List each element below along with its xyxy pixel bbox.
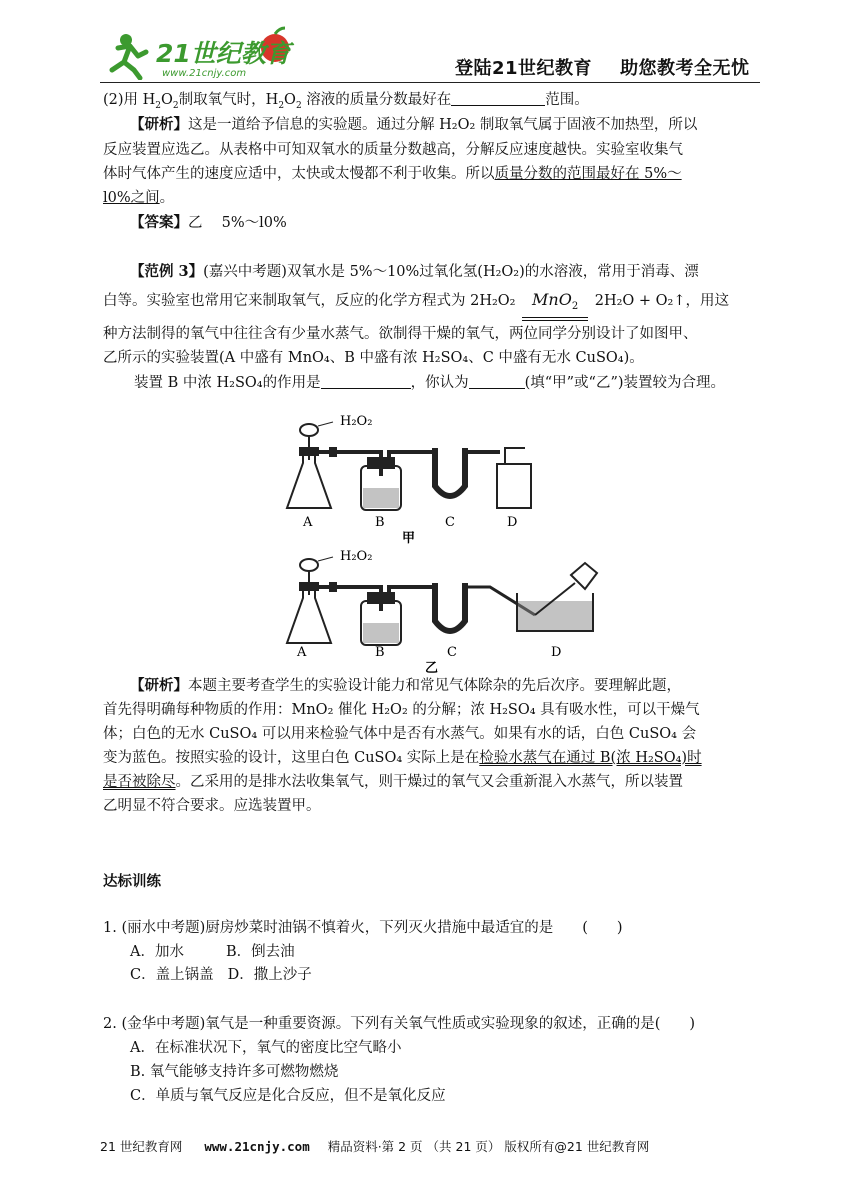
analysis-1-line-3: 体时气体产生的速度应适中，太快或太慢都不利于收集。所以质量分数的范围最好在 5%～ <box>103 166 682 182</box>
analysis-2-line-2: 首先得明确每种物质的作用：MnO₂ 催化 H₂O₂ 的分解；浓 H₂SO₄ 具有吸水性，可以干燥气 <box>103 702 700 718</box>
footer-site: 21 世纪教育网 <box>100 1139 183 1154</box>
apparatus-jia <box>287 422 531 510</box>
apparatus-yi <box>287 557 597 645</box>
reagent-label-1: H₂O₂ <box>340 414 373 429</box>
catalyst-arrow: MnO$_2$ <box>520 290 590 317</box>
analysis-2-line-1: 【研析】本题主要考查学生的实验设计能力和常见气体除杂的先后次序。要理解此题， <box>130 677 681 694</box>
logo-title: 21世纪教育 <box>156 39 291 68</box>
section-title: 达标训练 <box>103 874 161 890</box>
example-3-line-5: 装置 B 中浓 H₂SO₄的作用是 ，你认为 (填“甲”或“乙”)装置较为合理。 <box>134 375 726 391</box>
label-c-1: C <box>445 515 455 530</box>
mc-1-options-ab <box>130 942 295 962</box>
blank-choice[interactable] <box>469 374 525 389</box>
mc-1-option-d[interactable]: D．撒上沙子 <box>227 967 312 983</box>
logo-url: www.21cnjy.com <box>162 68 247 79</box>
runner-icon <box>112 34 146 78</box>
caption-jia: 甲 <box>402 531 416 546</box>
label-b-2: B <box>375 645 385 660</box>
analysis-2-line-3: 体；白色的无水 CuSO₄ 可以用来检验气体中是否有水蒸气。如果有水的话，白色 CuSO₄ 会 <box>103 726 697 742</box>
analysis-2-line-5: 是否被除尽。乙采用的是排水法收集氧气，则干燥过的氧气又会重新混入水蒸气，所以装置 <box>103 774 683 790</box>
example-3-line-3: 种方法制得的氧气中往往含有少量水蒸气。欲制得干燥的氧气，两位同学分别设计了如图甲、 <box>103 326 698 342</box>
mc-2-stem: 2. (金华中考题)氧气是一种重要资源。下列有关氧气性质或实验现象的叙述，正确的是( ) <box>103 1016 696 1032</box>
apparatus-figure <box>285 408 605 673</box>
blank-role[interactable] <box>321 374 411 389</box>
answer-1: 【答案】乙 5%～l0% <box>130 214 287 231</box>
header-rule <box>100 82 760 83</box>
slogan-2: 助您教考全无忧 <box>620 58 750 79</box>
slogan-1: 登陆21世纪教育 <box>455 58 593 79</box>
analysis-1-line-2: 反应装置应选乙。从表格中可知双氧水的质量分数越高，分解反应速度越快。实验室收集气 <box>103 142 683 158</box>
caption-yi: 乙 <box>425 661 439 673</box>
footer-web[interactable]: www.21cnjy.com <box>204 1139 310 1154</box>
example-3-line-4: 乙所示的实验装置(A 中盛有 MnO₄、B 中盛有浓 H₂SO₄、C 中盛有无水 CuSO₄)。 <box>103 350 644 366</box>
mc-1-option-b[interactable]: B．倒去油 <box>225 944 295 960</box>
mc-1-stem: 1. (丽水中考题)厨房炒菜时油锅不慎着火，下列灭火措施中最适宜的是 ( ) <box>103 920 623 936</box>
example-3-line-2: 白等。实验室也常用它来制取氧气，反应的化学方程式为 2H₂O₂ MnO$_2$ 2H₂O + O₂↑，用这 <box>103 290 729 317</box>
analysis-1-line-1: 【研析】这是一道给予信息的实验题。通过分解 H₂O₂ 制取氧气属于固液不加热型，所以 <box>130 116 698 133</box>
reagent-label-2: H₂O₂ <box>340 549 373 564</box>
label-c-2: C <box>447 645 457 660</box>
label-d-2: D <box>551 645 562 660</box>
example-3-line-1: 【范例 3】(嘉兴中考题)双氧水是 5%～10%过氧化氢(H₂O₂)的水溶液，常用于消毒、漂 <box>130 263 699 280</box>
mc-2-option-a[interactable]: A．在标准状况下，氧气的密度比空气略小 <box>130 1040 402 1056</box>
mc-1-options-cd <box>130 965 312 985</box>
analysis-2-line-4: 变为蓝色。按照实验的设计，这里白色 CuSO₄ 实际上是在检验水蒸气在通过 B(浓 H₂SO₄)时 <box>103 750 702 766</box>
page-footer <box>100 1137 649 1155</box>
mc-2-option-b[interactable]: B. 氧气能够支持许多可燃物燃烧 <box>130 1064 339 1080</box>
mc-1-option-a[interactable]: A．加水 <box>130 944 184 960</box>
label-a-1: A <box>303 515 313 530</box>
analysis-2-line-6: 乙明显不符合要求。应选装置甲。 <box>103 798 321 814</box>
question-2: (2)用 $H_2O_2$制取氧气时，$H_2O_2$ 溶液的质量分数最好在 范围。 <box>103 92 589 111</box>
mc-1-option-c[interactable]: C．盖上锅盖 <box>130 967 214 983</box>
answer-blank[interactable] <box>451 91 545 106</box>
label-b-1: B <box>375 515 385 530</box>
label-d-1: D <box>507 515 518 530</box>
analysis-1-line-4: l0%之间。 <box>103 190 175 206</box>
header-logo <box>100 26 305 80</box>
mc-2-option-c[interactable]: C．单质与氧气反应是化合反应，但不是氧化反应 <box>130 1088 446 1104</box>
header-slogan <box>455 54 750 80</box>
footer-info: 精品资料·第 2 页 （共 21 页） 版权所有@21 世纪教育网 <box>327 1139 650 1154</box>
label-a-2: A <box>297 645 307 660</box>
